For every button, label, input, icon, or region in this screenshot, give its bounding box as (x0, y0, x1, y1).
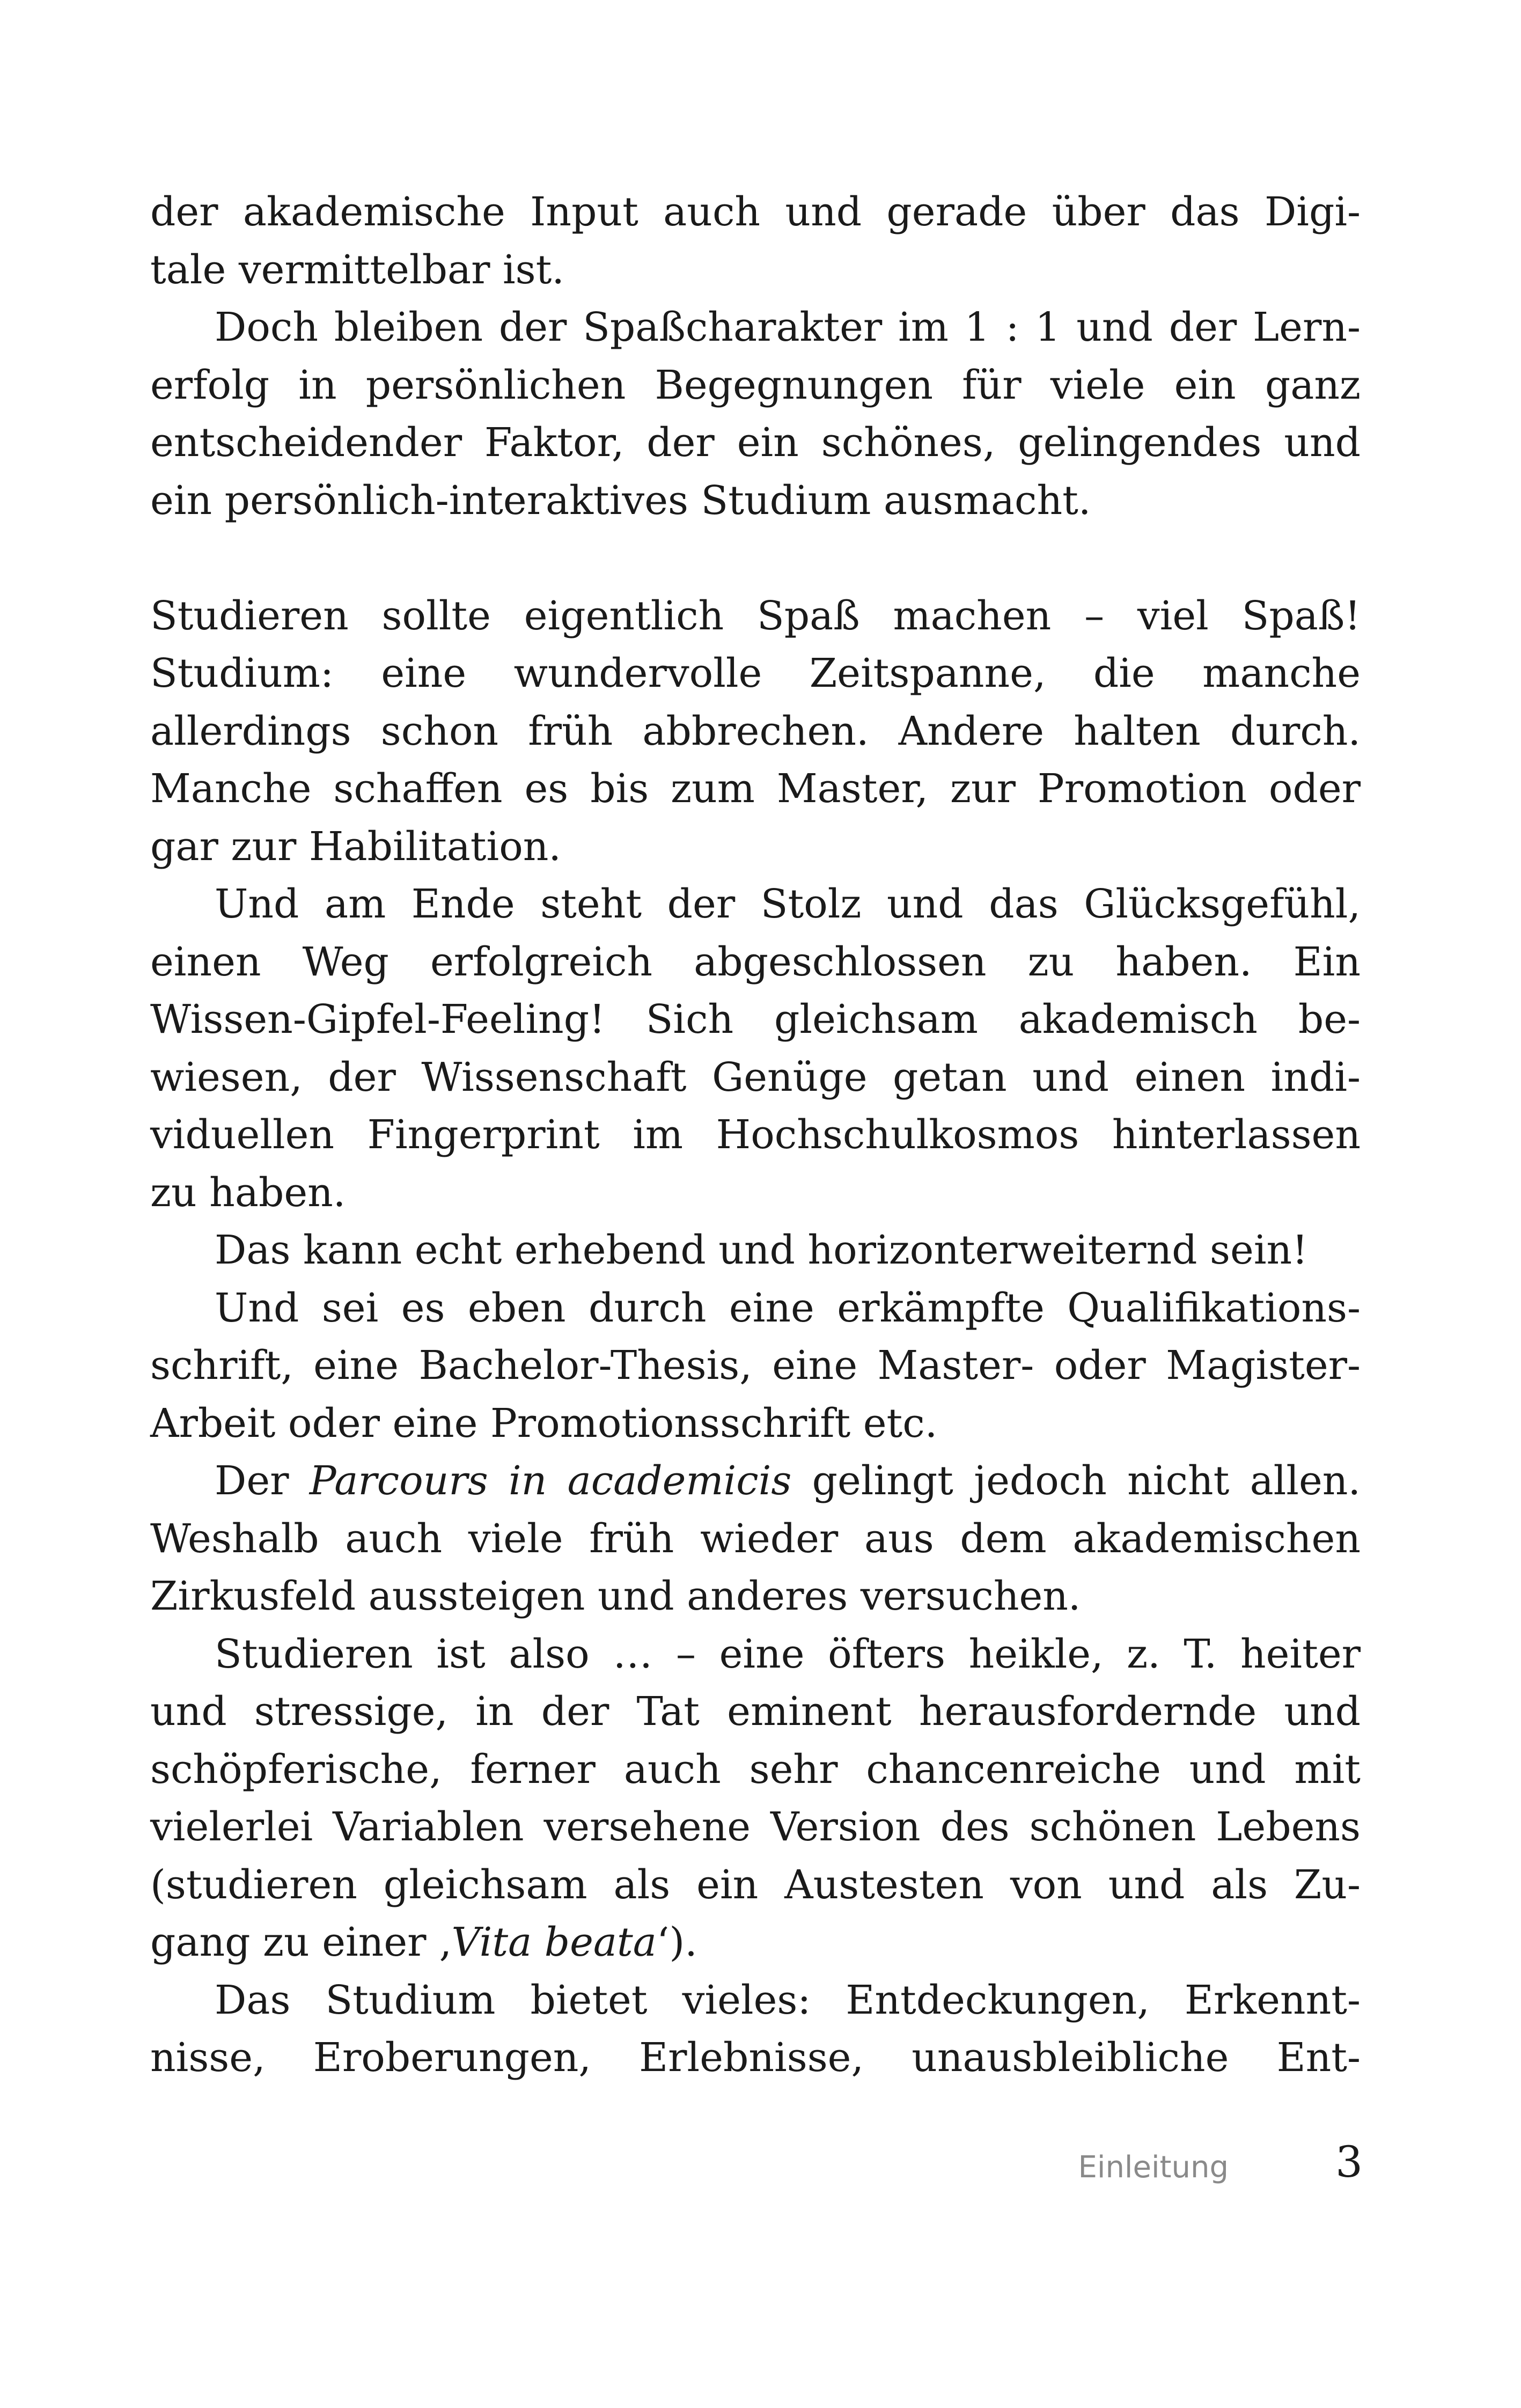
italic-phrase: Vita beata (451, 1919, 657, 1965)
text-line: (studieren gleichsam als ein Austesten von und als Zu- (150, 1861, 1361, 1908)
text-line: und stressige, in der Tat eminent herausfordernde und (150, 1688, 1361, 1735)
text-line: entscheidender Faktor, der ein schönes, gelingendes und (150, 420, 1361, 466)
text-line: nisse, Eroberungen, Erlebnisse, unausbleibliche Ent- (150, 2035, 1361, 2081)
paragraph (150, 1972, 1361, 2087)
paragraph (150, 1280, 1361, 1453)
paragraph (150, 588, 1361, 876)
text-line: schöpferische, ferner auch sehr chancenreiche und mit (150, 1746, 1361, 1793)
text-span: gang zu einer ‚ (150, 1919, 452, 1965)
text-line: vielerlei Variablen versehene Version des schönen Lebens (150, 1804, 1361, 1850)
paragraph (150, 183, 1361, 299)
text-line: zu haben. (150, 1169, 346, 1216)
text-line: Und sei es eben durch eine erkämpfte Qualifikations- (215, 1284, 1361, 1331)
text-line: Weshalb auch viele früh wieder aus dem akademischen (150, 1515, 1361, 1562)
text-line: Und am Ende steht der Stolz und das Glücksgefühl, (215, 881, 1361, 927)
running-footer: Einleitung (1078, 2150, 1229, 2185)
text-line: Zirkusfeld aussteigen und anderes versuchen. (150, 1573, 1081, 1619)
text-line: Arbeit oder eine Promotionsschrift etc. (150, 1400, 938, 1447)
text-line: erfolg in persönlichen Begegnungen für viele ein ganz (150, 362, 1361, 408)
italic-phrase: Parcours in academicis (309, 1458, 792, 1504)
text-line: wiesen, der Wissenschaft Genüge getan und einen indi- (150, 1054, 1361, 1100)
text-line: Studieren sollte eigentlich Spaß machen – viel Spaß! (150, 592, 1361, 639)
text-line: allerdings schon früh abbrechen. Andere halten durch. (150, 708, 1361, 754)
text-line: Das kann echt erhebend und horizonterweiternd sein! (215, 1227, 1308, 1273)
text-line: der akademische Input auch und gerade über das Digi- (150, 189, 1361, 235)
paragraph (150, 876, 1361, 1222)
page-number: 3 (1335, 2137, 1363, 2187)
body-text (150, 183, 1361, 2087)
text-line: einen Weg erfolgreich abgeschlossen zu haben. Ein (150, 938, 1361, 985)
text-line (150, 1914, 1361, 1972)
text-line (150, 1452, 1361, 1510)
text-line: Wissen-Gipfel-Feeling! Sich gleichsam akademisch be- (150, 996, 1361, 1043)
paragraph (150, 1626, 1361, 1972)
text-line: gar zur Habilitation. (150, 823, 561, 870)
text-line: Studieren ist also … – eine öfters heikle, z. T. heiter (215, 1631, 1361, 1677)
text-line: Manche schaffen es bis zum Master, zur Promotion oder (150, 766, 1361, 812)
section-break (150, 530, 1361, 588)
text-line: Studium: eine wundervolle Zeitspanne, die manche (150, 650, 1361, 696)
text-line: ein persönlich-interaktives Studium ausmacht. (150, 477, 1091, 524)
text-span: ‘). (656, 1919, 697, 1965)
paragraph (150, 1222, 1361, 1280)
text-line: Doch bleiben der Spaßcharakter im 1 : 1 und der Lern- (215, 304, 1361, 350)
text-line: viduellen Fingerprint im Hochschulkosmos hinterlassen (150, 1112, 1361, 1158)
paragraph (150, 299, 1361, 530)
text-span: gelingt jedoch nicht allen. (791, 1458, 1361, 1504)
paragraph (150, 1452, 1361, 1626)
text-line: schrift, eine Bachelor-Thesis, eine Master- oder Magister- (150, 1342, 1361, 1389)
text-line: Das Studium bietet vieles: Entdeckungen, Erkennt- (215, 1977, 1361, 2023)
text-line: tale vermittelbar ist. (150, 246, 564, 293)
text-span: Der (215, 1458, 310, 1504)
